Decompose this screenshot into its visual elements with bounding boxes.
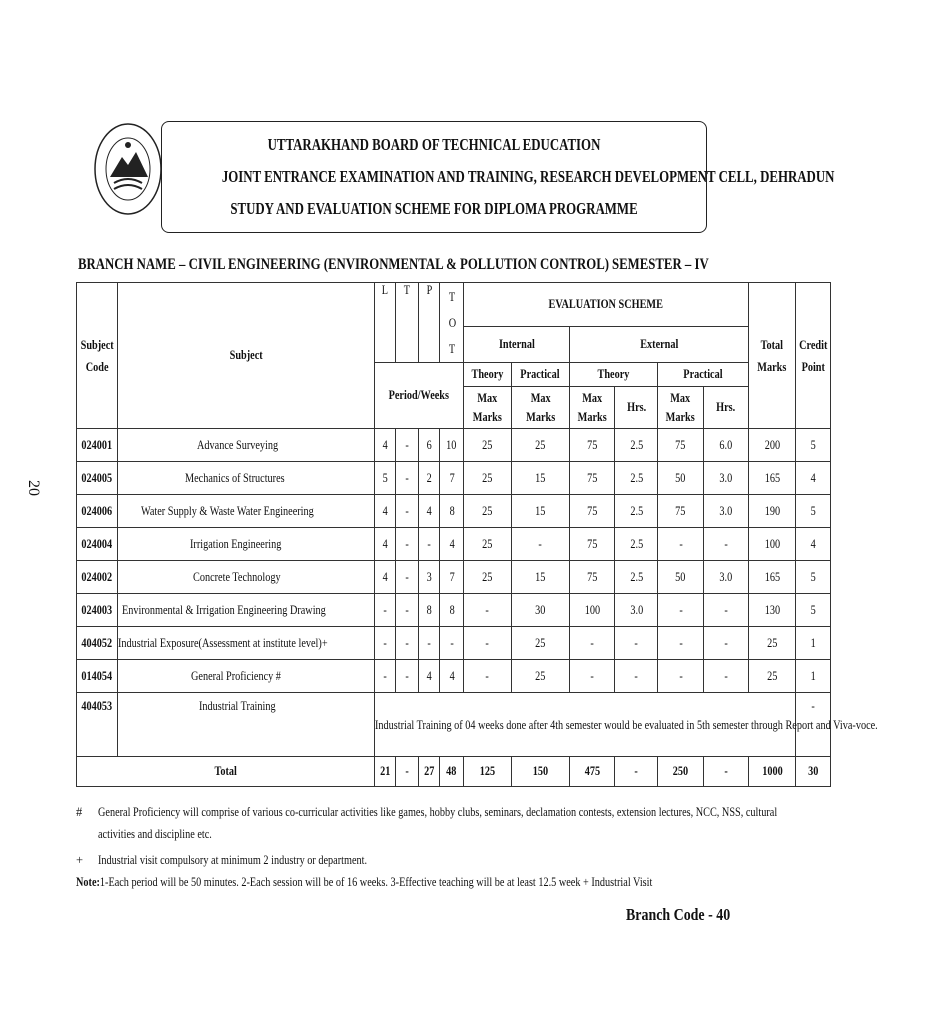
max-marks-header: Max Marks [658,387,703,429]
cell-ext-th-hrs: 2.5 [615,462,658,495]
cell-ext-pr-hrs: - [703,627,748,660]
cell-t: - [395,660,419,693]
cell-ext-pr-hrs: 3.0 [703,561,748,594]
hrs-header: Hrs. [615,387,658,429]
cell-int-th: 25 [464,462,512,495]
cell-total: 190 [749,495,796,528]
cell-ext-pr: - [658,660,703,693]
cell-ext-th: - [570,660,615,693]
subject-name: Advance Surveying [118,429,375,462]
subject-name: General Proficiency # [118,660,375,693]
table-row [77,495,831,528]
cell-t: - [395,528,419,561]
cell-l: 4 [374,561,395,594]
cell-total: 100 [749,528,796,561]
plus-symbol: + [76,853,84,867]
cell-t: - [395,429,419,462]
subject-code-header: Subject Code [77,283,118,429]
total-t: - [395,757,419,787]
training-subject: Industrial Training [118,693,375,757]
subject-code: 024003 [77,594,118,627]
cell-int-th: 25 [464,561,512,594]
cell-tot: 4 [440,528,464,561]
cell-int-pr: 25 [511,429,569,462]
cell-l: - [374,627,395,660]
subject-code: 024004 [77,528,118,561]
external-header: External [570,327,749,363]
table-row [77,429,831,462]
subject-name: Water Supply & Waste Water Engineering [118,495,375,528]
max-marks-header: Max Marks [464,387,512,429]
cell-l: 4 [374,429,395,462]
training-note: Industrial Training of 04 weeks done after 4th semester would be evaluated in 5th semester through Report and Viva-voce. [374,693,795,757]
table-row [77,561,831,594]
cell-title: JOINT ENTRANCE EXAMINATION AND TRAINING, RESEARCH DEVELOPMENT CELL, DEHRADUN [221,167,835,186]
cell-t: - [395,627,419,660]
internal-practical-header: Practical [511,363,569,387]
cell-ext-pr: - [658,528,703,561]
cell-int-pr: - [511,528,569,561]
subject-code: 024006 [77,495,118,528]
cell-int-pr: 30 [511,594,569,627]
cell-ext-th-hrs: - [615,660,658,693]
cell-t: - [395,594,419,627]
cell-l: 4 [374,528,395,561]
cell-total: 25 [749,627,796,660]
max-marks-header: Max Marks [570,387,615,429]
cell-p: - [419,627,440,660]
cell-total: 165 [749,561,796,594]
total-credit: 30 [795,757,831,787]
cell-ext-pr-hrs: 3.0 [703,462,748,495]
total-label: Total [77,757,375,787]
cell-p: 8 [419,594,440,627]
cell-p: - [419,528,440,561]
subject-code: 024001 [77,429,118,462]
subject-code: 404052 [77,627,118,660]
cell-l: 4 [374,495,395,528]
cell-credit: 5 [795,495,831,528]
cell-l: - [374,660,395,693]
board-title: UTTARAKHAND BOARD OF TECHNICAL EDUCATION [267,135,601,154]
cell-int-th: 25 [464,429,512,462]
cell-ext-th-hrs: 2.5 [615,528,658,561]
cell-int-th: - [464,594,512,627]
footnotes [76,805,778,897]
total-p: 27 [419,757,440,787]
uttarakhand-board-seal-icon [92,117,164,222]
cell-t: - [395,561,419,594]
cell-ext-pr-hrs: - [703,528,748,561]
total-ext-pr: 250 [658,757,703,787]
cell-tot: 8 [440,594,464,627]
cell-tot: 7 [440,561,464,594]
cell-ext-pr: 75 [658,495,703,528]
cell-credit: 5 [795,561,831,594]
p-header: P [419,283,440,363]
cell-ext-pr: 75 [658,429,703,462]
cell-credit: 1 [795,660,831,693]
cell-total: 130 [749,594,796,627]
total-int-pr: 150 [511,757,569,787]
cell-ext-pr-hrs: - [703,594,748,627]
cell-l: 5 [374,462,395,495]
general-proficiency-note-cont: activities and discipline etc. [98,827,212,841]
cell-int-pr: 15 [511,561,569,594]
branch-name: BRANCH NAME – CIVIL ENGINEERING (ENVIRONMENTAL & POLLUTION CONTROL) [78,256,610,273]
note-label: Note: [76,875,100,889]
table-row [77,594,831,627]
cell-p: 2 [419,462,440,495]
cell-p: 4 [419,495,440,528]
table-row [77,462,831,495]
period-weeks-header: Period/Weeks [374,363,463,429]
cell-total: 25 [749,660,796,693]
cell-int-th: - [464,627,512,660]
cell-ext-th-hrs: 2.5 [615,561,658,594]
cell-ext-th-hrs: - [615,627,658,660]
subject-name: Industrial Exposure(Assessment at institute level)+ [118,627,375,660]
subject-code: 014054 [77,660,118,693]
note-text: 1-Each period will be 50 minutes. 2-Each session will be of 16 weeks. 3-Effective teaching will be at least 12.5 week + Industrial Visit [99,875,653,889]
cell-ext-th: 75 [570,429,615,462]
cell-tot: 7 [440,462,464,495]
cell-ext-th-hrs: 2.5 [615,429,658,462]
page-number: 20 [25,480,42,496]
cell-ext-pr: 50 [658,561,703,594]
cell-p: 6 [419,429,440,462]
cell-ext-th: 75 [570,528,615,561]
total-marks-header: Total Marks [749,283,796,429]
cell-ext-th: 75 [570,495,615,528]
total-ext-th-hrs: - [615,757,658,787]
table-row [77,627,831,660]
cell-ext-pr: 50 [658,462,703,495]
training-credit: - [795,693,831,757]
credit-point-header: Credit Point [795,283,831,429]
subject-name: Environmental & Irrigation Engineering Drawing [118,594,375,627]
subject-name: Irrigation Engineering [118,528,375,561]
cell-ext-th: 75 [570,561,615,594]
evaluation-scheme-table [76,282,878,787]
cell-p: 4 [419,660,440,693]
total-l: 21 [374,757,395,787]
cell-total: 200 [749,429,796,462]
cell-credit: 4 [795,528,831,561]
l-header: L [374,283,395,363]
hrs-header: Hrs. [703,387,748,429]
cell-ext-th-hrs: 2.5 [615,495,658,528]
semester-label: SEMESTER – IV [612,256,709,273]
industrial-visit-note: Industrial visit compulsory at minimum 2 industry or department. [98,853,368,867]
total-ext-pr-hrs: - [703,757,748,787]
cell-ext-pr: - [658,627,703,660]
hash-symbol: # [76,805,83,819]
branch-code: Branch Code - 40 [626,905,731,924]
general-proficiency-note: General Proficiency will comprise of various co-curricular activities like games, hobby clubs, seminars, declamation contests, extension lectures, NCC, NSS, cultural [98,805,778,819]
cell-int-th: - [464,660,512,693]
external-theory-header: Theory [570,363,658,387]
cell-int-th: 25 [464,495,512,528]
cell-int-th: 25 [464,528,512,561]
subject-header: Subject [118,283,375,429]
training-code: 404053 [77,693,118,757]
internal-header: Internal [464,327,570,363]
total-marks: 1000 [749,757,796,787]
t-header: T [395,283,419,363]
scheme-title: STUDY AND EVALUATION SCHEME FOR DIPLOMA PROGRAMME [230,199,638,218]
cell-ext-th: 75 [570,462,615,495]
cell-total: 165 [749,462,796,495]
internal-theory-header: Theory [464,363,512,387]
max-marks-header: Max Marks [511,387,569,429]
subject-code: 024005 [77,462,118,495]
cell-tot: 10 [440,429,464,462]
cell-credit: 1 [795,627,831,660]
cell-tot: 4 [440,660,464,693]
cell-ext-pr-hrs: - [703,660,748,693]
cell-credit: 5 [795,429,831,462]
cell-int-pr: 25 [511,627,569,660]
cell-t: - [395,495,419,528]
cell-int-pr: 15 [511,495,569,528]
cell-credit: 4 [795,462,831,495]
cell-int-pr: 15 [511,462,569,495]
cell-ext-pr-hrs: 6.0 [703,429,748,462]
cell-t: - [395,462,419,495]
subject-name: Mechanics of Structures [118,462,375,495]
cell-credit: 5 [795,594,831,627]
table-row [77,660,831,693]
cell-tot: 8 [440,495,464,528]
table-row [77,528,831,561]
cell-ext-th-hrs: 3.0 [615,594,658,627]
total-ext-th: 475 [570,757,615,787]
subject-code: 024002 [77,561,118,594]
cell-int-pr: 25 [511,660,569,693]
total-int-th: 125 [464,757,512,787]
cell-p: 3 [419,561,440,594]
header-box [161,121,835,233]
cell-ext-pr: - [658,594,703,627]
external-practical-header: Practical [658,363,749,387]
cell-ext-th: - [570,627,615,660]
cell-ext-th: 100 [570,594,615,627]
cell-ext-pr-hrs: 3.0 [703,495,748,528]
cell-tot: - [440,627,464,660]
total-tot: 48 [440,757,464,787]
subject-name: Concrete Technology [118,561,375,594]
cell-l: - [374,594,395,627]
tot-header: T O T [440,283,464,363]
evaluation-scheme-header: EVALUATION SCHEME [464,283,749,327]
